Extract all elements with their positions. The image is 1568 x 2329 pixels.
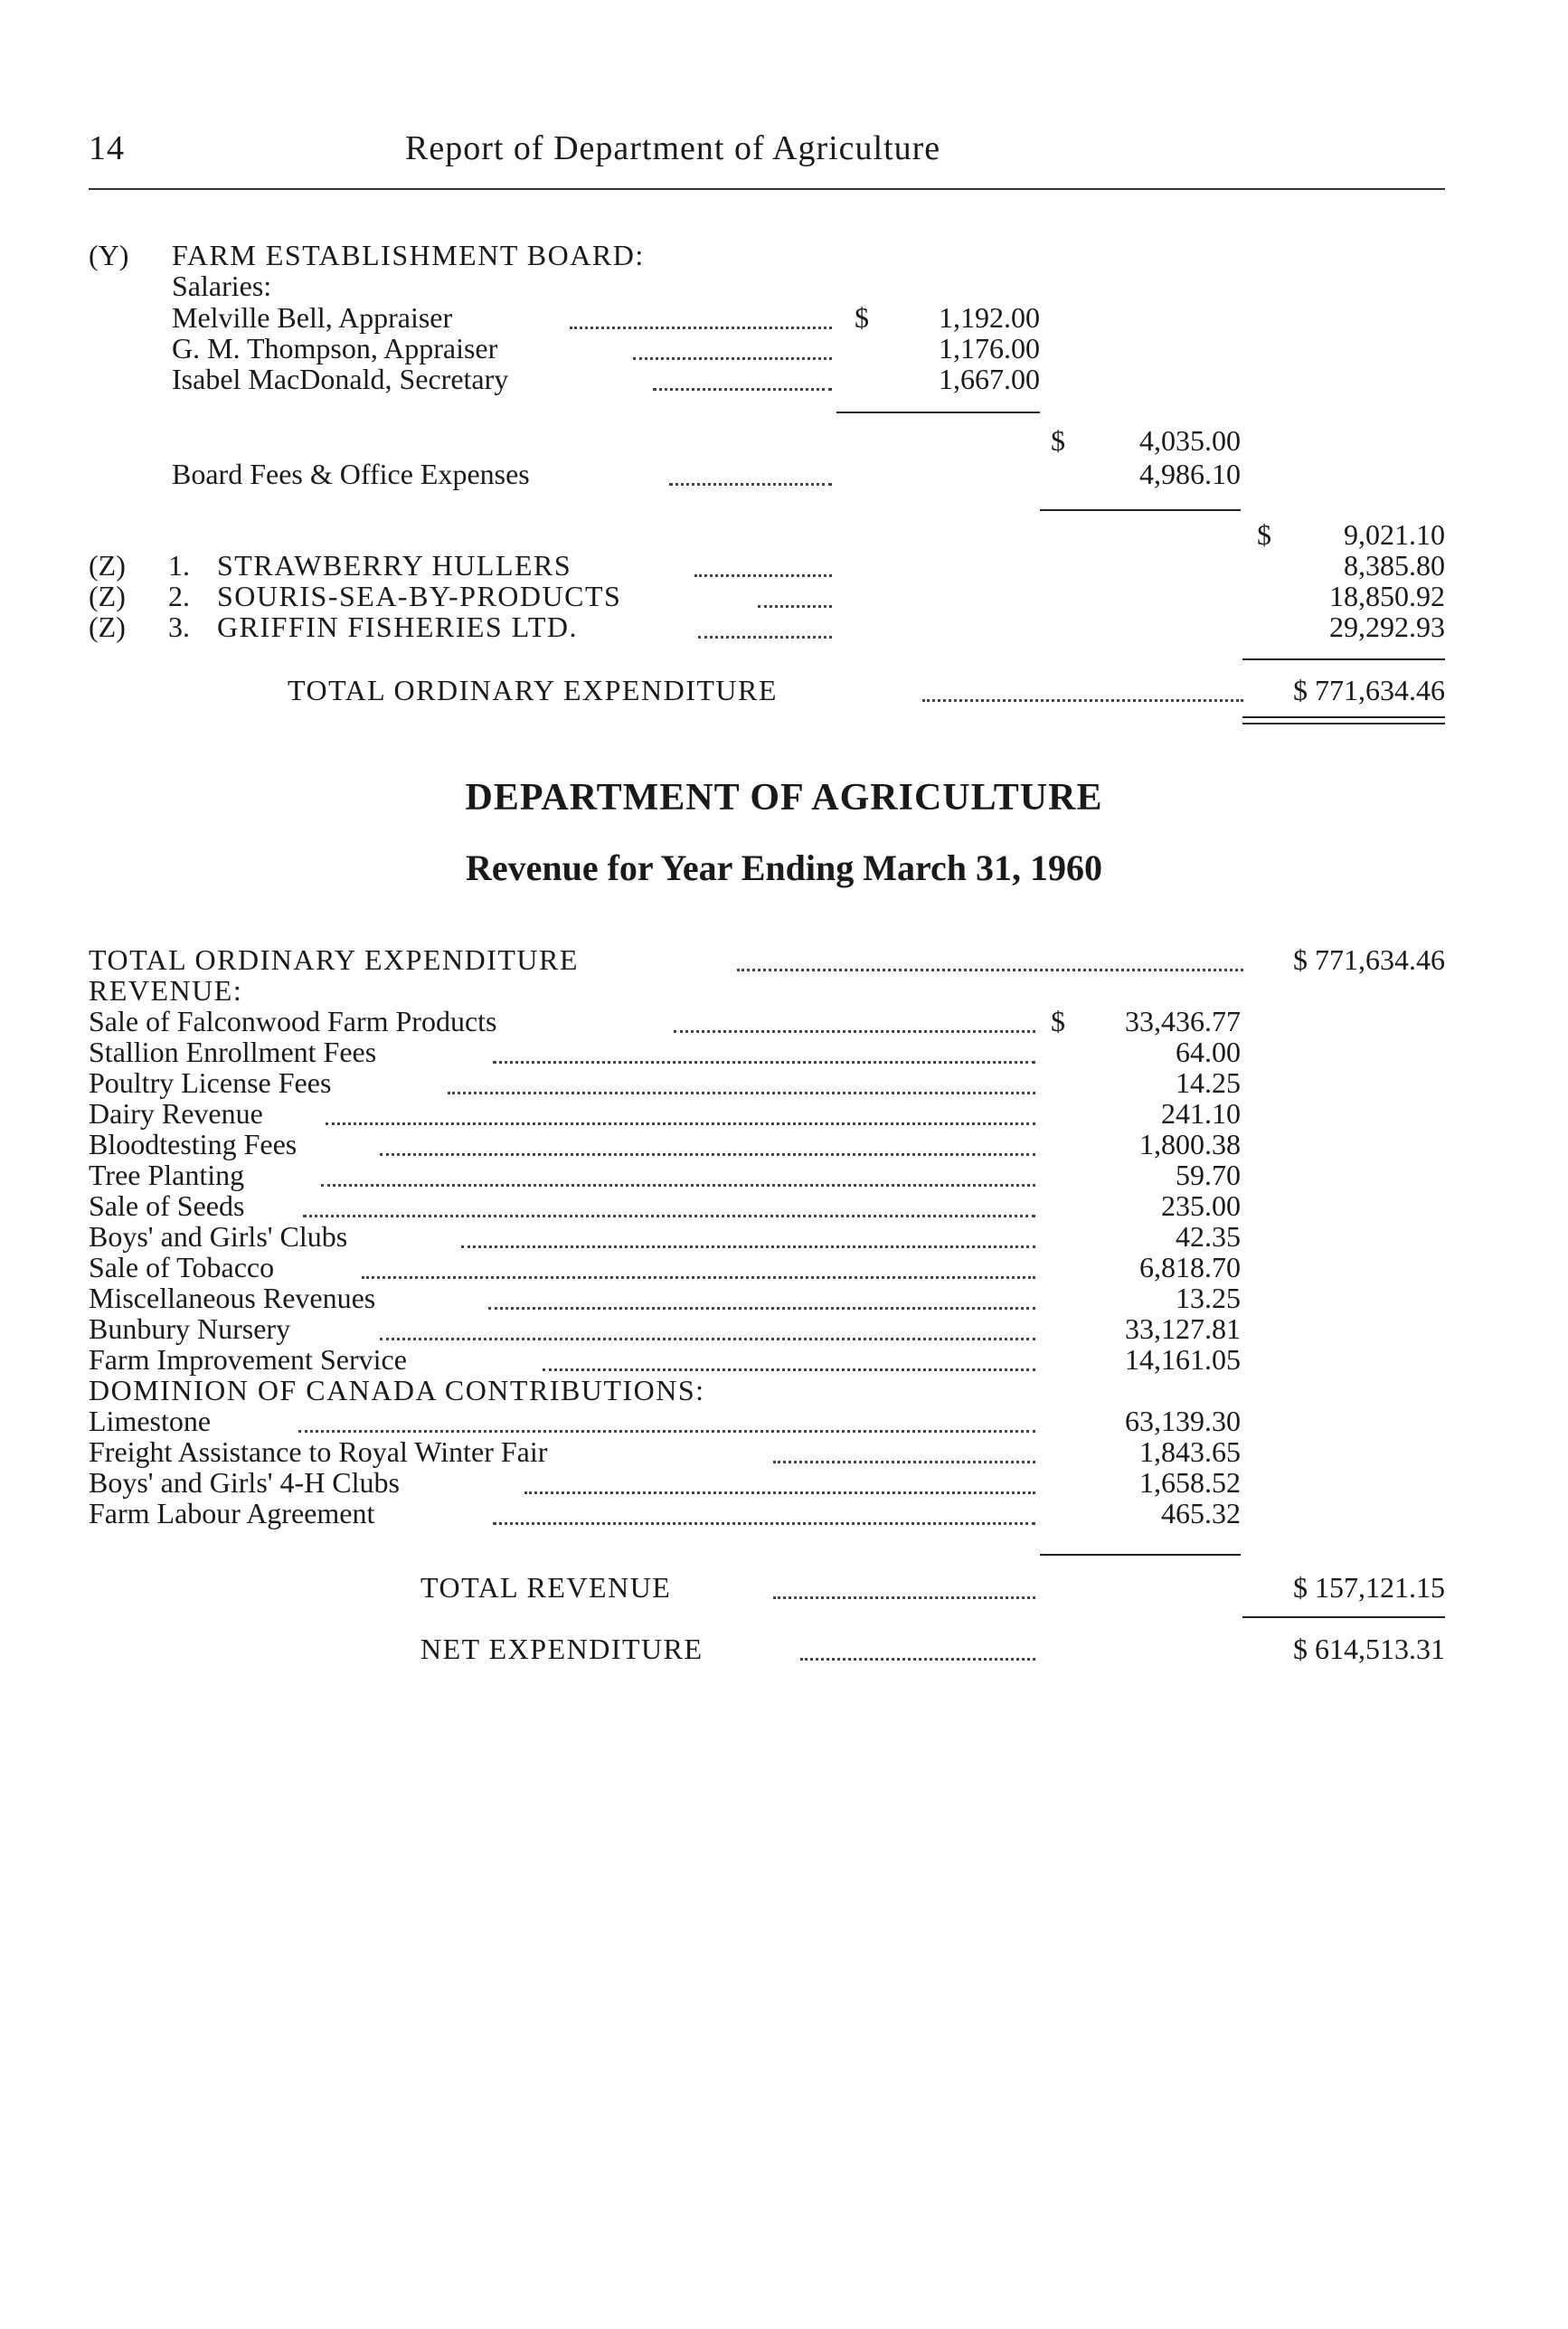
section-y-total-currency: $ (1257, 518, 1271, 551)
leader-dots (570, 327, 832, 329)
leader-dots (543, 1368, 1035, 1371)
leader-dots (380, 1338, 1035, 1340)
revenue-item-amount: 33,436.77 (1125, 1005, 1241, 1037)
section-z-amount: 8,385.80 (1344, 549, 1445, 582)
section-z-name: GRIFFIN FISHERIES LTD. (217, 611, 578, 643)
subtotal-rule (836, 412, 1040, 413)
leader-dots (493, 1061, 1035, 1064)
salaries-label: Salaries: (172, 270, 272, 302)
section-z-label: (Z) (89, 549, 126, 582)
revenue-item-name: Sale of Falconwood Farm Products (89, 1005, 497, 1037)
board-fees-amount: 4,986.10 (1139, 458, 1241, 490)
revenue-item-amount: 42.35 (1176, 1220, 1241, 1253)
leader-dots (737, 969, 1243, 971)
leader-dots (461, 1245, 1035, 1248)
section-z-number: 3. (168, 611, 190, 643)
salary-currency: $ (855, 301, 869, 334)
revenue-item-amount: 59.70 (1176, 1159, 1241, 1191)
revenue-item-amount: 1,800.38 (1139, 1128, 1241, 1160)
dominion-item-amount: 465.32 (1161, 1497, 1241, 1529)
revenue-item-amount: 6,818.70 (1139, 1251, 1241, 1283)
dominion-item-amount: 1,658.52 (1139, 1466, 1241, 1499)
revenue-item-name: Dairy Revenue (89, 1097, 263, 1130)
leader-dots (488, 1307, 1035, 1310)
salary-name: G. M. Thompson, Appraiser (172, 332, 498, 364)
revenue-item-name: Bloodtesting Fees (89, 1128, 298, 1160)
leader-dots (362, 1276, 1035, 1279)
section-y-heading: FARM ESTABLISHMENT BOARD: (172, 239, 645, 271)
section-z-amount: 18,850.92 (1329, 580, 1445, 612)
dominion-item-name: Freight Assistance to Royal Winter Fair (89, 1435, 548, 1468)
dominion-item-amount: 63,139.30 (1125, 1405, 1241, 1437)
leader-dots (633, 357, 832, 360)
revenue-item-amount: 33,127.81 (1125, 1312, 1241, 1345)
revenue-item-name: Tree Planting (89, 1159, 245, 1191)
revenue-total-ordinary-label: TOTAL ORDINARY EXPENDITURE (89, 943, 579, 976)
dominion-heading: DOMINION OF CANADA CONTRIBUTIONS: (89, 1374, 705, 1406)
header-rule (89, 188, 1445, 190)
leader-dots (773, 1461, 1035, 1463)
leader-dots (326, 1122, 1035, 1125)
subtotal-rule (1242, 658, 1445, 660)
salary-amount: 1,667.00 (939, 363, 1040, 395)
revenue-item-name: Bunbury Nursery (89, 1312, 291, 1345)
revenue-item-amount: 14.25 (1176, 1066, 1241, 1099)
leader-dots (380, 1153, 1035, 1156)
revenue-item-name: Miscellaneous Revenues (89, 1282, 376, 1314)
leader-dots (653, 388, 832, 391)
dominion-item-name: Boys' and Girls' 4-H Clubs (89, 1466, 400, 1499)
board-fees-label: Board Fees & Office Expenses (172, 458, 530, 490)
salary-amount: 1,192.00 (939, 301, 1040, 334)
leader-dots (493, 1522, 1035, 1525)
revenue-item-name: Stallion Enrollment Fees (89, 1036, 377, 1068)
dominion-item-name: Limestone (89, 1405, 212, 1437)
salary-name: Isabel MacDonald, Secretary (172, 363, 509, 395)
net-expenditure-label: NET EXPENDITURE (420, 1633, 704, 1665)
leader-dots (698, 636, 832, 639)
section-z-number: 2. (168, 580, 190, 612)
revenue-item-amount: 14,161.05 (1125, 1343, 1241, 1376)
leader-dots (669, 483, 832, 486)
section-z-label: (Z) (89, 611, 126, 643)
revenue-item-amount: 241.10 (1161, 1097, 1241, 1130)
running-title: Report of Department of Agriculture (405, 129, 941, 167)
leader-dots (694, 574, 832, 577)
section-z-amount: 29,292.93 (1329, 611, 1445, 643)
leader-dots (773, 1596, 1035, 1599)
revenue-item-amount: 13.25 (1176, 1282, 1241, 1314)
double-rule (1242, 716, 1445, 724)
total-revenue-label: TOTAL REVENUE (420, 1571, 672, 1604)
total-revenue-amount: $ 157,121.15 (1293, 1571, 1445, 1604)
subtotal-rule (1242, 1616, 1445, 1618)
salary-amount: 1,176.00 (939, 332, 1040, 364)
salaries-total: 4,035.00 (1139, 424, 1241, 457)
salary-name: Melville Bell, Appraiser (172, 301, 453, 334)
section-title: DEPARTMENT OF AGRICULTURE (465, 777, 1103, 819)
section-z-label: (Z) (89, 580, 126, 612)
salaries-total-currency: $ (1051, 424, 1065, 457)
leader-dots (800, 1658, 1035, 1661)
leader-dots (758, 605, 832, 608)
revenue-item-amount: 64.00 (1176, 1036, 1241, 1068)
page-number: 14 (89, 129, 125, 167)
dominion-item-name: Farm Labour Agreement (89, 1497, 375, 1529)
revenue-currency: $ (1051, 1005, 1065, 1037)
section-z-number: 1. (168, 549, 190, 582)
leader-dots (303, 1215, 1035, 1217)
leader-dots (674, 1030, 1035, 1033)
leader-dots (321, 1184, 1035, 1187)
revenue-heading: REVENUE: (89, 974, 243, 1007)
leader-dots (524, 1491, 1035, 1494)
section-y-label: (Y) (89, 239, 129, 271)
total-ordinary-label: TOTAL ORDINARY EXPENDITURE (288, 674, 778, 706)
leader-dots (448, 1092, 1035, 1094)
net-expenditure-amount: $ 614,513.31 (1293, 1633, 1445, 1665)
section-y-total: 9,021.10 (1344, 518, 1445, 551)
revenue-item-name: Sale of Tobacco (89, 1251, 275, 1283)
leader-dots (298, 1430, 1035, 1433)
leader-dots (922, 699, 1243, 702)
total-ordinary-amount: $ 771,634.46 (1293, 674, 1445, 706)
revenue-total-ordinary-amount: $ 771,634.46 (1293, 943, 1445, 976)
revenue-item-amount: 235.00 (1161, 1189, 1241, 1222)
section-z-name: STRAWBERRY HULLERS (217, 549, 572, 582)
subtotal-rule (1040, 509, 1241, 511)
section-subtitle: Revenue for Year Ending March 31, 1960 (465, 847, 1103, 888)
revenue-item-name: Farm Improvement Service (89, 1343, 407, 1376)
dominion-item-amount: 1,843.65 (1139, 1435, 1241, 1468)
revenue-item-name: Poultry License Fees (89, 1066, 332, 1099)
section-z-name: SOURIS-SEA-BY-PRODUCTS (217, 580, 622, 612)
revenue-item-name: Boys' and Girls' Clubs (89, 1220, 348, 1253)
subtotal-rule (1040, 1554, 1241, 1556)
revenue-item-name: Sale of Seeds (89, 1189, 245, 1222)
